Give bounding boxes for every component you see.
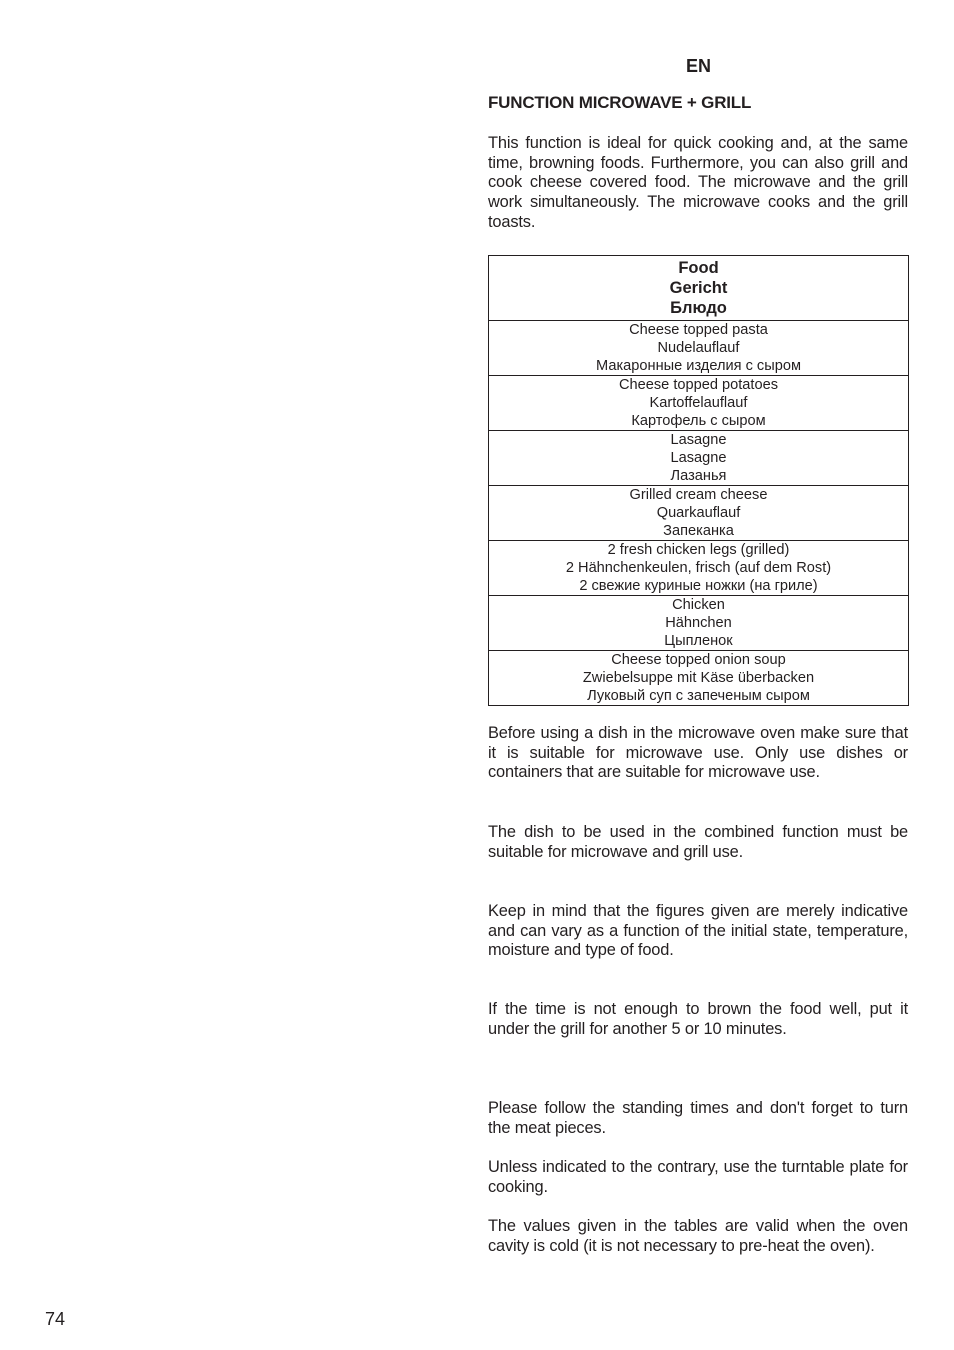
cell-ru: Цыпленок: [664, 633, 733, 649]
cell-en: 2 fresh chicken legs (grilled): [607, 542, 790, 558]
paragraph-brown-food: If the time is not enough to brown the food well, put it under the grill for another 5 or 10 minutes.: [488, 1000, 908, 1038]
table-cell: [489, 541, 909, 596]
cell-ru: Лазанья: [670, 468, 727, 484]
table-row: [489, 321, 909, 376]
cell-en: Grilled cream cheese: [629, 487, 768, 503]
cell-ru: Запеканка: [663, 523, 734, 539]
table-cell: [489, 376, 909, 431]
cell-en: Cheese topped onion soup: [611, 652, 786, 668]
table-header-row: [489, 256, 909, 321]
cell-de: Kartoffelauflauf: [649, 395, 748, 411]
language-label: EN: [686, 56, 712, 76]
cell-de: Lasagne: [670, 450, 727, 466]
cell-de: Quarkauflauf: [656, 505, 741, 521]
table-row: [489, 651, 909, 706]
paragraph-standing-times: Please follow the standing times and don't forget to turn the meat pieces.: [488, 1099, 908, 1137]
cell-de: Hähnchen: [665, 615, 732, 631]
table-cell: [489, 431, 909, 486]
table-cell: [489, 486, 909, 541]
header-de: Gericht: [669, 279, 728, 297]
paragraph-dish-suitability: Before using a dish in the microwave oven make sure that it is suitable for microwave use. Only use dishes or containers that are suitable for microwave use.: [488, 724, 908, 782]
cell-de: 2 Hähnchenkeulen, frisch (auf dem Rost): [565, 560, 832, 576]
cell-en: Cheese topped pasta: [629, 322, 768, 338]
cell-de: Nudelauflauf: [657, 340, 740, 356]
cell-ru: Макаронные изделия с сыром: [596, 358, 801, 374]
cell-en: Cheese topped potatoes: [618, 377, 779, 393]
table-row: [489, 486, 909, 541]
cell-ru: 2 свежие куриные ножки (на гриле): [579, 578, 818, 594]
cell-ru: Луковый суп с запеченым сыром: [587, 688, 810, 704]
table-cell: [489, 596, 909, 651]
table-row: [489, 541, 909, 596]
table-cell: [489, 651, 909, 706]
table-cell: [489, 321, 909, 376]
food-table: [488, 255, 909, 706]
section-title: FUNCTION MICROWAVE + GRILL: [488, 93, 752, 112]
table-row: [489, 596, 909, 651]
page-number: 74: [45, 1309, 66, 1329]
table-header-cell: [489, 256, 909, 321]
cell-en: Chicken: [672, 597, 725, 613]
paragraph-figures-indicative: Keep in mind that the figures given are merely indicative and can vary as a function of the initial state, temperature, moisture and type of food.: [488, 902, 908, 960]
intro-paragraph: This function is ideal for quick cooking and, at the same time, browning foods. Furthermore, you can also grill and cook cheese covered food. The microwave and the grill work simultaneously. The microwave cooks and the grill toasts.: [488, 134, 908, 231]
paragraph-combined-dish: The dish to be used in the combined function must be suitable for microwave and grill use.: [488, 823, 908, 861]
cell-en: Lasagne: [670, 432, 727, 448]
header-ru: Блюдо: [670, 299, 727, 317]
header-en: Food: [678, 259, 719, 277]
cell-ru: Картофель с сыром: [631, 413, 766, 429]
cell-de: Zwiebelsuppe mit Käse überbacken: [582, 670, 815, 686]
paragraph-turntable: Unless indicated to the contrary, use the turntable plate for cooking.: [488, 1158, 908, 1196]
paragraph-cold-cavity: The values given in the tables are valid when the oven cavity is cold (it is not necessary to pre-heat the oven).: [488, 1217, 908, 1255]
table-row: [489, 376, 909, 431]
table-row: [489, 431, 909, 486]
